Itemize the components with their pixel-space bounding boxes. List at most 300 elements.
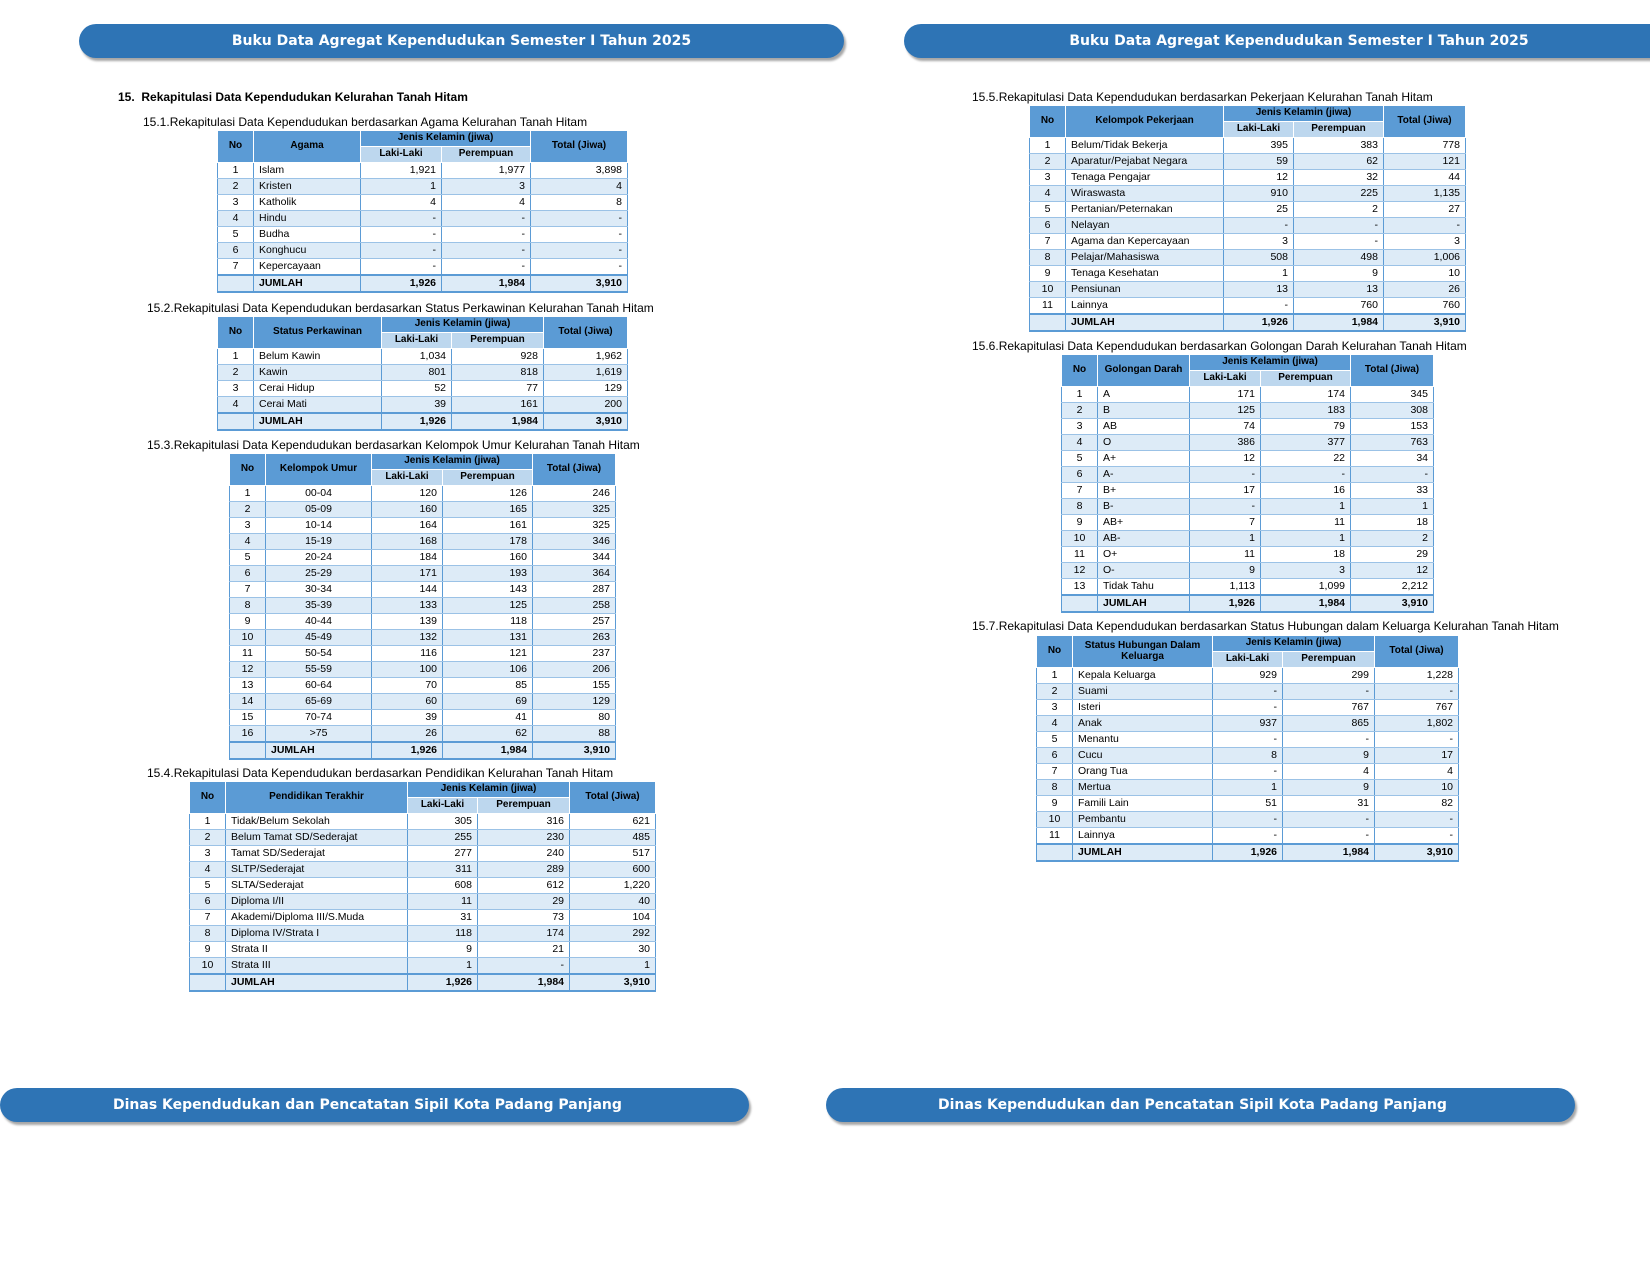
cell-total: 33 xyxy=(1351,483,1434,499)
cell-total-perempuan: 1,984 xyxy=(1283,844,1375,861)
cell-perempuan: 62 xyxy=(1294,154,1384,170)
table-row xyxy=(1037,668,1459,684)
cell-total-perempuan: 1,984 xyxy=(452,413,544,430)
cell-category: AB- xyxy=(1098,531,1190,547)
cell-perempuan: 178 xyxy=(443,534,533,550)
cell-total: - xyxy=(1375,732,1459,748)
cell-total: 88 xyxy=(533,726,616,743)
cell-laki-laki: 164 xyxy=(372,518,443,534)
cell-no: 5 xyxy=(1037,732,1073,748)
table-title-darah: 15.6.Rekapitulasi Data Kependudukan berdasarkan Golongan Darah Kelurahan Tanah Hitam xyxy=(972,339,1467,353)
header-category: Pendidikan Terakhir xyxy=(226,782,408,814)
cell-perempuan: 316 xyxy=(478,814,570,830)
header-total: Total (Jiwa) xyxy=(1384,106,1466,138)
cell-perempuan: 16 xyxy=(1261,483,1351,499)
cell-laki-laki: 305 xyxy=(408,814,478,830)
cell-no: 5 xyxy=(1062,451,1098,467)
header-no: No xyxy=(218,317,254,349)
cell-laki-laki: 608 xyxy=(408,878,478,894)
cell-empty xyxy=(1062,595,1098,612)
cell-no: 4 xyxy=(1037,716,1073,732)
table-row xyxy=(190,942,656,958)
cell-no: 6 xyxy=(1030,218,1066,234)
cell-category: O+ xyxy=(1098,547,1190,563)
cell-no: 10 xyxy=(230,630,266,646)
cell-empty xyxy=(1030,314,1066,331)
cell-no: 7 xyxy=(1037,764,1073,780)
header-laki-laki: Laki-Laki xyxy=(361,147,442,163)
cell-total-perempuan: 1,984 xyxy=(442,275,531,292)
table-title-pendidikan: 15.4.Rekapitulasi Data Kependudukan berdasarkan Pendidikan Kelurahan Tanah Hitam xyxy=(147,766,614,780)
cell-no: 1 xyxy=(218,349,254,365)
cell-laki-laki: 1 xyxy=(361,179,442,195)
cell-category: Tamat SD/Sederajat xyxy=(226,846,408,862)
cell-laki-laki: 11 xyxy=(1190,547,1261,563)
cell-perempuan: 62 xyxy=(443,726,533,743)
total-row xyxy=(218,413,628,430)
table-row xyxy=(218,195,628,211)
cell-category: 20-24 xyxy=(266,550,372,566)
cell-laki-laki: 125 xyxy=(1190,403,1261,419)
cell-jumlah-label: JUMLAH xyxy=(266,742,372,759)
cell-total: - xyxy=(531,259,628,276)
total-row xyxy=(218,275,628,292)
cell-total-perempuan: 1,984 xyxy=(443,742,533,759)
cell-total: 778 xyxy=(1384,138,1466,154)
cell-laki-laki: 11 xyxy=(408,894,478,910)
cell-perempuan: 818 xyxy=(452,365,544,381)
table-row xyxy=(1030,234,1466,250)
cell-no: 9 xyxy=(230,614,266,630)
header-category: Status Perkawinan xyxy=(254,317,382,349)
header-banner-right: Buku Data Agregat Kependudukan Semester I Tahun 2025 xyxy=(904,24,1650,58)
cell-perempuan: 865 xyxy=(1283,716,1375,732)
header-total: Total (Jiwa) xyxy=(1351,355,1434,387)
cell-total: - xyxy=(1375,828,1459,845)
cell-no: 2 xyxy=(1037,684,1073,700)
cell-category: Hindu xyxy=(254,211,361,227)
cell-perempuan: 183 xyxy=(1261,403,1351,419)
cell-laki-laki: - xyxy=(1213,700,1283,716)
cell-total: 4 xyxy=(1375,764,1459,780)
cell-total: 44 xyxy=(1384,170,1466,186)
cell-category: 55-59 xyxy=(266,662,372,678)
cell-perempuan: 126 xyxy=(443,486,533,502)
cell-total: 155 xyxy=(533,678,616,694)
table-row xyxy=(1030,186,1466,202)
cell-laki-laki: 116 xyxy=(372,646,443,662)
cell-no: 1 xyxy=(1030,138,1066,154)
table-agama xyxy=(217,130,628,293)
header-jenis-kelamin: Jenis Kelamin (jiwa) xyxy=(382,317,544,333)
cell-no: 1 xyxy=(1037,668,1073,684)
cell-no: 1 xyxy=(1062,387,1098,403)
cell-total: 27 xyxy=(1384,202,1466,218)
cell-total: 763 xyxy=(1351,435,1434,451)
cell-no: 11 xyxy=(230,646,266,662)
table-row xyxy=(1030,298,1466,315)
cell-no: 8 xyxy=(1030,250,1066,266)
total-row xyxy=(1062,595,1434,612)
header-jenis-kelamin: Jenis Kelamin (jiwa) xyxy=(372,454,533,470)
cell-total: 129 xyxy=(544,381,628,397)
cell-perempuan: 4 xyxy=(442,195,531,211)
cell-perempuan: 760 xyxy=(1294,298,1384,315)
cell-laki-laki: 39 xyxy=(372,710,443,726)
cell-laki-laki: 1 xyxy=(1190,531,1261,547)
cell-laki-laki: - xyxy=(1213,812,1283,828)
cell-laki-laki: 26 xyxy=(372,726,443,743)
cell-laki-laki: 120 xyxy=(372,486,443,502)
cell-category: Suami xyxy=(1073,684,1213,700)
cell-laki-laki: - xyxy=(1190,467,1261,483)
footer-banner-right: Dinas Kependudukan dan Pencatatan Sipil Kota Padang Panjang xyxy=(826,1088,1575,1122)
table-row xyxy=(1062,403,1434,419)
cell-total-perempuan: 1,984 xyxy=(1294,314,1384,331)
cell-total: 26 xyxy=(1384,282,1466,298)
table-title-hubungan: 15.7.Rekapitulasi Data Kependudukan berdasarkan Status Hubungan dalam Keluarga Kelurahan Tanah Hitam xyxy=(972,619,1559,633)
cell-total-laki-laki: 1,926 xyxy=(1224,314,1294,331)
table-row xyxy=(1037,748,1459,764)
table-row xyxy=(1030,202,1466,218)
cell-laki-laki: 9 xyxy=(408,942,478,958)
cell-no: 5 xyxy=(230,550,266,566)
cell-category: A- xyxy=(1098,467,1190,483)
cell-no: 3 xyxy=(190,846,226,862)
table-row xyxy=(230,630,616,646)
cell-perempuan: 9 xyxy=(1283,780,1375,796)
cell-laki-laki: 168 xyxy=(372,534,443,550)
cell-category: 05-09 xyxy=(266,502,372,518)
cell-no: 9 xyxy=(1062,515,1098,531)
cell-no: 7 xyxy=(230,582,266,598)
table-darah xyxy=(1061,354,1434,613)
cell-total: 485 xyxy=(570,830,656,846)
cell-no: 4 xyxy=(218,211,254,227)
cell-category: Belum Kawin xyxy=(254,349,382,365)
cell-category: Cucu xyxy=(1073,748,1213,764)
cell-category: Konghucu xyxy=(254,243,361,259)
cell-no: 7 xyxy=(190,910,226,926)
cell-no: 12 xyxy=(230,662,266,678)
cell-laki-laki: 17 xyxy=(1190,483,1261,499)
cell-perempuan: 289 xyxy=(478,862,570,878)
cell-no: 7 xyxy=(1062,483,1098,499)
cell-laki-laki: 160 xyxy=(372,502,443,518)
cell-empty xyxy=(1037,844,1073,861)
header-category: Agama xyxy=(254,131,361,163)
cell-total-perempuan: 1,984 xyxy=(478,974,570,991)
cell-laki-laki: 74 xyxy=(1190,419,1261,435)
total-row xyxy=(1030,314,1466,331)
cell-laki-laki: 184 xyxy=(372,550,443,566)
cell-perempuan: 9 xyxy=(1294,266,1384,282)
cell-category: Diploma I/II xyxy=(226,894,408,910)
header-perempuan: Perempuan xyxy=(442,147,531,163)
cell-no: 8 xyxy=(1062,499,1098,515)
table-row xyxy=(230,486,616,502)
cell-no: 2 xyxy=(1062,403,1098,419)
cell-category: Belum Tamat SD/Sederajat xyxy=(226,830,408,846)
cell-no: 11 xyxy=(1030,298,1066,315)
cell-total: - xyxy=(1375,812,1459,828)
cell-category: Nelayan xyxy=(1066,218,1224,234)
cell-total: - xyxy=(1351,467,1434,483)
cell-laki-laki: 171 xyxy=(1190,387,1261,403)
cell-perempuan: 161 xyxy=(443,518,533,534)
cell-category: 10-14 xyxy=(266,518,372,534)
cell-category: Islam xyxy=(254,163,361,179)
header-jenis-kelamin: Jenis Kelamin (jiwa) xyxy=(1213,636,1375,652)
table-title-perkawinan: 15.2.Rekapitulasi Data Kependudukan berdasarkan Status Perkawinan Kelurahan Tanah Hitam xyxy=(147,301,654,315)
cell-perempuan: - xyxy=(442,211,531,227)
cell-category: >75 xyxy=(266,726,372,743)
cell-laki-laki: - xyxy=(1224,218,1294,234)
cell-category: Agama dan Kepercayaan xyxy=(1066,234,1224,250)
cell-perempuan: - xyxy=(1283,732,1375,748)
table-row xyxy=(190,830,656,846)
cell-category: 15-19 xyxy=(266,534,372,550)
cell-category: Isteri xyxy=(1073,700,1213,716)
cell-no: 6 xyxy=(218,243,254,259)
cell-category: AB+ xyxy=(1098,515,1190,531)
cell-total: 1,802 xyxy=(1375,716,1459,732)
cell-category: Lainnya xyxy=(1066,298,1224,315)
header-laki-laki: Laki-Laki xyxy=(1213,652,1283,668)
cell-perempuan: 11 xyxy=(1261,515,1351,531)
total-row xyxy=(1037,844,1459,861)
header-perempuan: Perempuan xyxy=(1294,122,1384,138)
cell-laki-laki: - xyxy=(361,243,442,259)
table-row xyxy=(218,243,628,259)
cell-total: 1,135 xyxy=(1384,186,1466,202)
table-row xyxy=(1062,499,1434,515)
cell-laki-laki: 144 xyxy=(372,582,443,598)
cell-total: 760 xyxy=(1384,298,1466,315)
cell-category: Akademi/Diploma III/S.Muda xyxy=(226,910,408,926)
header-perempuan: Perempuan xyxy=(1283,652,1375,668)
cell-no: 6 xyxy=(190,894,226,910)
cell-category: Diploma IV/Strata I xyxy=(226,926,408,942)
cell-total: 325 xyxy=(533,518,616,534)
table-row xyxy=(230,710,616,726)
cell-no: 1 xyxy=(190,814,226,830)
cell-perempuan: - xyxy=(1283,812,1375,828)
table-row xyxy=(1037,796,1459,812)
cell-no: 6 xyxy=(230,566,266,582)
table-row xyxy=(1037,780,1459,796)
cell-perempuan: 69 xyxy=(443,694,533,710)
table-row xyxy=(218,365,628,381)
header-laki-laki: Laki-Laki xyxy=(1190,371,1261,387)
cell-no: 13 xyxy=(1062,579,1098,596)
cell-empty xyxy=(218,413,254,430)
cell-laki-laki: - xyxy=(361,227,442,243)
cell-total: 29 xyxy=(1351,547,1434,563)
cell-no: 4 xyxy=(1062,435,1098,451)
header-perempuan: Perempuan xyxy=(478,798,570,814)
cell-jumlah-label: JUMLAH xyxy=(254,413,382,430)
cell-laki-laki: 7 xyxy=(1190,515,1261,531)
cell-total: - xyxy=(531,243,628,259)
cell-laki-laki: 39 xyxy=(382,397,452,414)
cell-total-laki-laki: 1,926 xyxy=(1190,595,1261,612)
cell-perempuan: 193 xyxy=(443,566,533,582)
cell-laki-laki: - xyxy=(1213,828,1283,845)
cell-category: Lainnya xyxy=(1073,828,1213,845)
cell-laki-laki: 25 xyxy=(1224,202,1294,218)
cell-total-all: 3,910 xyxy=(531,275,628,292)
cell-category: A+ xyxy=(1098,451,1190,467)
table-row xyxy=(1037,764,1459,780)
cell-perempuan: 160 xyxy=(443,550,533,566)
cell-perempuan: 383 xyxy=(1294,138,1384,154)
table-row xyxy=(230,566,616,582)
cell-category: Strata II xyxy=(226,942,408,958)
table-pekerjaan xyxy=(1029,105,1466,332)
cell-perempuan: 4 xyxy=(1283,764,1375,780)
cell-category: 50-54 xyxy=(266,646,372,662)
table-row xyxy=(1037,732,1459,748)
cell-total: 10 xyxy=(1384,266,1466,282)
header-category: Kelompok Umur xyxy=(266,454,372,486)
cell-total-perempuan: 1,984 xyxy=(1261,595,1351,612)
cell-perempuan: 9 xyxy=(1283,748,1375,764)
cell-category: Kawin xyxy=(254,365,382,381)
table-row xyxy=(1062,515,1434,531)
cell-total: 345 xyxy=(1351,387,1434,403)
cell-no: 9 xyxy=(1037,796,1073,812)
cell-category: Strata III xyxy=(226,958,408,975)
cell-category: Pensiunan xyxy=(1066,282,1224,298)
cell-no: 5 xyxy=(190,878,226,894)
cell-empty xyxy=(230,742,266,759)
cell-no: 2 xyxy=(190,830,226,846)
cell-laki-laki: 386 xyxy=(1190,435,1261,451)
cell-total: 600 xyxy=(570,862,656,878)
table-row xyxy=(230,726,616,743)
cell-perempuan: 31 xyxy=(1283,796,1375,812)
cell-jumlah-label: JUMLAH xyxy=(1098,595,1190,612)
cell-category: 40-44 xyxy=(266,614,372,630)
table-row xyxy=(230,534,616,550)
cell-total: 1,228 xyxy=(1375,668,1459,684)
cell-category: Cerai Mati xyxy=(254,397,382,414)
cell-laki-laki: - xyxy=(361,259,442,276)
cell-perempuan: - xyxy=(442,243,531,259)
total-row xyxy=(230,742,616,759)
cell-jumlah-label: JUMLAH xyxy=(254,275,361,292)
cell-laki-laki: 1,113 xyxy=(1190,579,1261,596)
cell-laki-laki: 1 xyxy=(408,958,478,975)
cell-category: 30-34 xyxy=(266,582,372,598)
cell-perempuan: 928 xyxy=(452,349,544,365)
cell-perempuan: 22 xyxy=(1261,451,1351,467)
table-row xyxy=(230,598,616,614)
section-number: 15. xyxy=(118,90,135,104)
cell-perempuan: - xyxy=(1294,218,1384,234)
cell-perempuan: - xyxy=(1294,234,1384,250)
cell-total: 12 xyxy=(1351,563,1434,579)
cell-laki-laki: 132 xyxy=(372,630,443,646)
cell-no: 3 xyxy=(218,381,254,397)
cell-laki-laki: 139 xyxy=(372,614,443,630)
header-laki-laki: Laki-Laki xyxy=(1224,122,1294,138)
cell-total: - xyxy=(531,227,628,243)
cell-total: 129 xyxy=(533,694,616,710)
cell-perempuan: 85 xyxy=(443,678,533,694)
cell-total: 621 xyxy=(570,814,656,830)
table-row xyxy=(230,678,616,694)
cell-laki-laki: 1,921 xyxy=(361,163,442,179)
cell-laki-laki: 60 xyxy=(372,694,443,710)
cell-no: 15 xyxy=(230,710,266,726)
cell-laki-laki: 1,034 xyxy=(382,349,452,365)
cell-total: 121 xyxy=(1384,154,1466,170)
cell-perempuan: 174 xyxy=(478,926,570,942)
cell-total-all: 3,910 xyxy=(1375,844,1459,861)
cell-total: 1,619 xyxy=(544,365,628,381)
cell-laki-laki: 910 xyxy=(1224,186,1294,202)
cell-no: 11 xyxy=(1037,828,1073,845)
table-row xyxy=(1030,266,1466,282)
cell-category: Famili Lain xyxy=(1073,796,1213,812)
header-perempuan: Perempuan xyxy=(443,470,533,486)
cell-no: 2 xyxy=(1030,154,1066,170)
cell-laki-laki: 801 xyxy=(382,365,452,381)
cell-total-all: 3,910 xyxy=(533,742,616,759)
cell-category: Tidak/Belum Sekolah xyxy=(226,814,408,830)
header-category: Golongan Darah xyxy=(1098,355,1190,387)
cell-total: 34 xyxy=(1351,451,1434,467)
cell-perempuan: 230 xyxy=(478,830,570,846)
cell-total: - xyxy=(531,211,628,227)
cell-perempuan: 29 xyxy=(478,894,570,910)
cell-no: 8 xyxy=(1037,780,1073,796)
header-no: No xyxy=(230,454,266,486)
cell-total: 4 xyxy=(531,179,628,195)
cell-total: 346 xyxy=(533,534,616,550)
cell-total-laki-laki: 1,926 xyxy=(1213,844,1283,861)
table-umur xyxy=(229,453,616,760)
cell-no: 13 xyxy=(230,678,266,694)
header-no: No xyxy=(1037,636,1073,668)
cell-category: Budha xyxy=(254,227,361,243)
table-row xyxy=(230,518,616,534)
cell-total: 292 xyxy=(570,926,656,942)
table-row xyxy=(1037,812,1459,828)
cell-perempuan: 79 xyxy=(1261,419,1351,435)
cell-laki-laki: - xyxy=(1224,298,1294,315)
cell-total-laki-laki: 1,926 xyxy=(382,413,452,430)
table-row xyxy=(218,349,628,365)
header-no: No xyxy=(218,131,254,163)
cell-perempuan: 21 xyxy=(478,942,570,958)
cell-category: Orang Tua xyxy=(1073,764,1213,780)
cell-category: Kristen xyxy=(254,179,361,195)
table-row xyxy=(230,662,616,678)
cell-total: 325 xyxy=(533,502,616,518)
cell-total: 40 xyxy=(570,894,656,910)
cell-category: Pembantu xyxy=(1073,812,1213,828)
table-row xyxy=(230,550,616,566)
cell-laki-laki: 59 xyxy=(1224,154,1294,170)
cell-laki-laki: 4 xyxy=(361,195,442,211)
cell-laki-laki: - xyxy=(1213,764,1283,780)
cell-no: 4 xyxy=(218,397,254,414)
cell-laki-laki: 171 xyxy=(372,566,443,582)
cell-no: 4 xyxy=(190,862,226,878)
